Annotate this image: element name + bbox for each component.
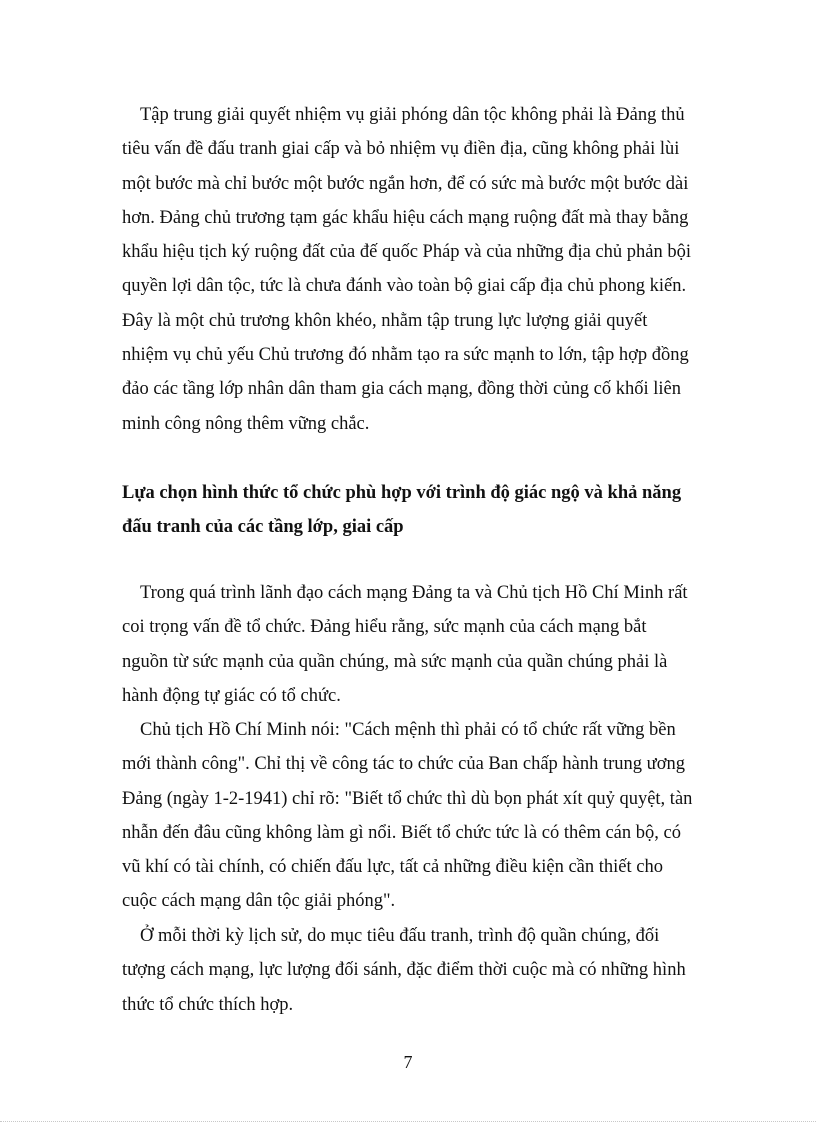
text-line: Đảng (ngày 1-2-1941) chỉ rõ: "Biết tổ chức thì dù bọn phát xít quỷ quyệt, tàn	[122, 788, 693, 809]
section-heading	[122, 476, 722, 544]
text-line: hành động tự giác có tổ chức.	[122, 685, 341, 706]
text-line: nhiệm vụ chủ yếu Chủ trương đó nhằm tạo ra sức mạnh to lớn, tập hợp đồng	[122, 345, 689, 366]
text-line: đảo các tầng lớp nhân dân tham gia cách mạng, đồng thời củng cố khối liên	[122, 379, 681, 400]
text-line: quyền lợi dân tộc, tức là chưa đánh vào toàn bộ giai cấp địa chủ phong kiến.	[122, 276, 687, 297]
paragraph-organization	[122, 576, 700, 713]
text-line: Chủ tịch Hồ Chí Minh nói: "Cách mệnh thì phải có tổ chức rất vững bền	[140, 720, 676, 740]
text-line: một bước mà chỉ bước một bước ngắn hơn, để có sức mà bước một bước dài	[122, 173, 689, 194]
text-line: coi trọng vấn đề tổ chức. Đảng hiểu rằng, sức mạnh của cách mạng bắt	[122, 617, 647, 638]
page-number: 7	[403, 1052, 413, 1072]
text-line: vũ khí có tài chính, có chiến đấu lực, tất cả những điều kiện cần thiết cho	[122, 857, 663, 878]
text-line: cuộc cách mạng dân tộc giải phóng".	[122, 891, 396, 912]
text-line: Trong quá trình lãnh đạo cách mạng Đảng ta và Chủ tịch Hồ Chí Minh rất	[140, 583, 688, 603]
text-line: thức tổ chức thích hợp.	[122, 994, 294, 1015]
text-line: khẩu hiệu tịch ký ruộng đất của đế quốc Pháp và của những địa chủ phản bội	[122, 242, 691, 263]
paragraph-ho-chi-minh-quote	[122, 713, 700, 919]
text-line: mới thành công". Chỉ thị về công tác to chức của Ban chấp hành trung ương	[122, 754, 685, 775]
text-line: nhẫn đến đâu cũng không làm gì nổi. Biết tổ chức tức là có thêm cán bộ, có	[122, 822, 681, 843]
heading-line: đấu tranh của các tầng lớp, giai cấp	[122, 517, 404, 537]
text-line: Đây là một chủ trương khôn khéo, nhằm tập trung lực lượng giải quyết	[122, 310, 648, 331]
text-line: tượng cách mạng, lực lượng đối sánh, đặc điểm thời cuộc mà có những hình	[122, 960, 686, 981]
text-line: nguồn từ sức mạnh của quần chúng, mà sức mạnh của quần chúng phải là	[122, 651, 668, 672]
text-line: Tập trung giải quyết nhiệm vụ giải phóng dân tộc không phải là Đảng thủ	[140, 105, 685, 125]
text-line: Ở mỗi thời kỳ lịch sử, do mục tiêu đấu tranh, trình độ quần chúng, đối	[140, 926, 660, 946]
heading-line: Lựa chọn hình thức tổ chức phù hợp với trình độ giác ngộ và khả năng	[122, 483, 682, 503]
text-line: hơn. Đảng chủ trương tạm gác khẩu hiệu cách mạng ruộng đất mà thay bằng	[122, 207, 689, 228]
paragraph-national-liberation	[122, 98, 700, 441]
text-line: tiêu vấn đề đấu tranh giai cấp và bỏ nhiệm vụ điền địa, cũng không phải lùi	[122, 139, 680, 160]
text-line: minh công nông thêm vững chắc.	[122, 413, 370, 434]
page-bottom-divider	[0, 1121, 816, 1122]
paragraph-historical-periods	[122, 919, 700, 1022]
